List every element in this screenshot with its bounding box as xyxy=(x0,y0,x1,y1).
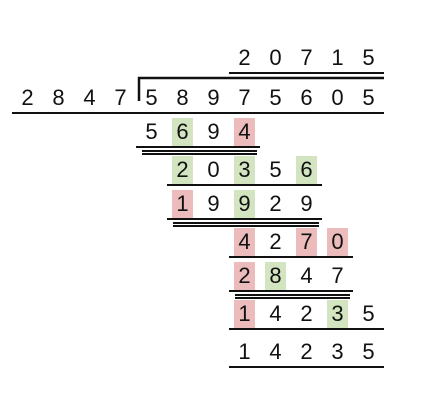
digit-underline xyxy=(322,290,353,292)
digit-underline xyxy=(198,146,229,148)
divisor-digit: 8 xyxy=(52,85,65,110)
digit-underline xyxy=(353,72,384,74)
dividend-digit: 6 xyxy=(300,85,313,110)
work-digit: 7 xyxy=(331,263,344,288)
digit-underline xyxy=(291,256,322,258)
subtraction-rule xyxy=(142,150,257,152)
dividend-digit: 5 xyxy=(362,85,375,110)
digit-underline xyxy=(260,112,291,114)
digit-underline xyxy=(353,328,384,330)
quotient-digit: 0 xyxy=(269,45,282,70)
digit-underline xyxy=(229,112,260,114)
work-digit: 9 xyxy=(300,191,313,216)
work-digit: 5 xyxy=(269,157,282,182)
work-digit: 4 xyxy=(269,339,282,364)
digit-underline xyxy=(260,218,291,220)
digit-underline xyxy=(136,146,167,148)
digit-underline xyxy=(260,256,291,258)
work-digit: 0 xyxy=(207,157,220,182)
subtraction-rule xyxy=(235,297,350,299)
work-digit: 1 xyxy=(172,190,193,218)
digit-underline xyxy=(322,366,353,368)
work-digit: 1 xyxy=(234,300,255,328)
work-digit: 4 xyxy=(269,301,282,326)
dividend-digit: 7 xyxy=(238,85,251,110)
work-digit: 2 xyxy=(300,339,313,364)
digit-underline xyxy=(229,290,260,292)
quotient-digit: 7 xyxy=(300,45,313,70)
work-digit: 3 xyxy=(331,339,344,364)
work-digit: 2 xyxy=(234,262,255,290)
quotient-digit: 1 xyxy=(331,45,344,70)
digit-underline xyxy=(229,72,260,74)
digit-underline xyxy=(198,112,229,114)
digit-underline xyxy=(229,218,260,220)
quotient-digit: 5 xyxy=(362,45,375,70)
divisor-digit: 7 xyxy=(114,85,127,110)
subtraction-rule xyxy=(173,222,319,224)
digit-underline xyxy=(229,146,260,148)
digit-underline xyxy=(229,256,260,258)
digit-underline xyxy=(260,366,291,368)
digit-underline xyxy=(198,184,229,186)
subtraction-rule xyxy=(142,153,257,155)
digit-underline xyxy=(322,256,353,258)
dividend-digit: 9 xyxy=(207,85,220,110)
subtraction-rule xyxy=(235,294,350,296)
work-digit: 6 xyxy=(172,118,193,146)
digit-underline xyxy=(167,112,198,114)
work-digit: 6 xyxy=(296,156,317,184)
work-digit: 0 xyxy=(327,228,348,256)
digit-underline xyxy=(105,112,136,114)
dividend-digit: 8 xyxy=(176,85,189,110)
quotient-digit: 2 xyxy=(238,45,251,70)
digit-underline xyxy=(260,184,291,186)
dividend-digit: 5 xyxy=(145,85,158,110)
digit-underline xyxy=(136,112,167,114)
digit-underline xyxy=(167,184,198,186)
digit-underline xyxy=(229,184,260,186)
digit-underline xyxy=(291,72,322,74)
work-digit: 9 xyxy=(207,119,220,144)
digit-underline xyxy=(12,112,43,114)
digit-underline xyxy=(260,290,291,292)
work-digit: 9 xyxy=(234,190,255,218)
divisor-digit: 2 xyxy=(21,85,34,110)
work-digit: 2 xyxy=(269,229,282,254)
dividend-digit: 5 xyxy=(269,85,282,110)
digit-underline xyxy=(291,184,322,186)
divisor-digit: 4 xyxy=(83,85,96,110)
work-digit: 5 xyxy=(362,339,375,364)
digit-underline xyxy=(229,328,260,330)
digit-underline xyxy=(43,112,74,114)
work-digit: 7 xyxy=(296,228,317,256)
work-digit: 3 xyxy=(327,300,348,328)
work-digit: 2 xyxy=(172,156,193,184)
digit-underline xyxy=(167,218,198,220)
digit-underline xyxy=(353,112,384,114)
work-digit: 5 xyxy=(145,119,158,144)
digit-underline xyxy=(74,112,105,114)
digit-underline xyxy=(322,328,353,330)
digit-underline xyxy=(291,328,322,330)
work-digit: 3 xyxy=(234,156,255,184)
digit-underline xyxy=(291,290,322,292)
digit-underline xyxy=(198,218,229,220)
dividend-digit: 0 xyxy=(331,85,344,110)
subtraction-rule xyxy=(173,225,319,227)
digit-underline xyxy=(260,72,291,74)
digit-underline xyxy=(322,72,353,74)
digit-underline xyxy=(291,366,322,368)
digit-underline xyxy=(353,366,384,368)
work-digit: 2 xyxy=(300,301,313,326)
work-digit: 1 xyxy=(238,339,251,364)
work-digit: 4 xyxy=(234,228,255,256)
digit-underline xyxy=(322,112,353,114)
digit-underline xyxy=(167,146,198,148)
work-digit: 2 xyxy=(269,191,282,216)
digit-underline xyxy=(291,112,322,114)
work-digit: 9 xyxy=(207,191,220,216)
work-digit: 4 xyxy=(300,263,313,288)
work-digit: 4 xyxy=(234,118,255,146)
digit-underline xyxy=(260,328,291,330)
digit-underline xyxy=(291,218,322,220)
work-digit: 8 xyxy=(265,262,286,290)
work-digit: 5 xyxy=(362,301,375,326)
digit-underline xyxy=(229,366,260,368)
